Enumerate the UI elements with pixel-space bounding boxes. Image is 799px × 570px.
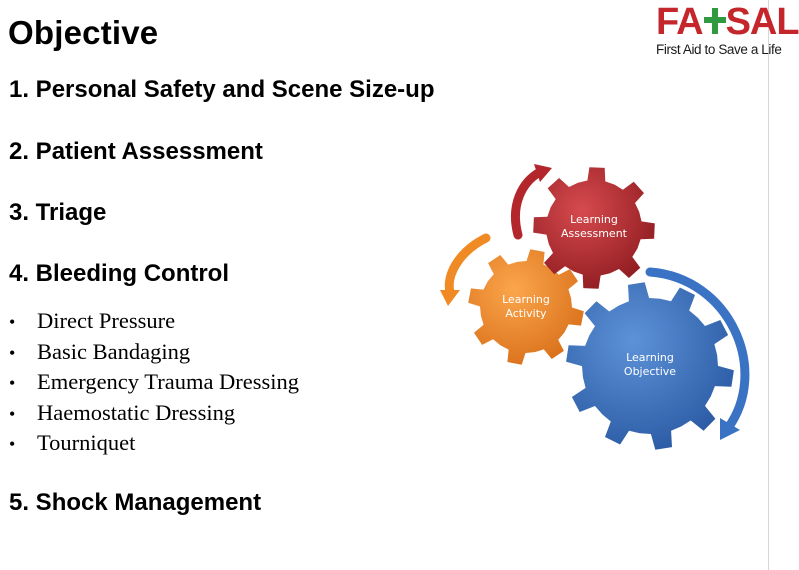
objective-label-line2: Objective [623,365,677,378]
bullet-icon: • [9,312,16,332]
logo-brand-right: SAL [725,1,799,43]
bullet-icon: • [9,403,16,424]
list-item [9,337,299,368]
learning-cycle-diagram [430,160,770,460]
assessment-label-line2: Assessment [561,227,627,240]
logo-brand [656,0,799,44]
list-item [9,428,299,459]
objective-item-4: 4. Bleeding Control [9,260,230,287]
list-item [9,398,299,429]
list-item-label: Haemostatic Dressing [37,399,236,425]
assessment-label-line1: Learning [570,213,618,226]
list-item [9,367,299,398]
green-cross-icon [704,8,726,34]
activity-label-line1: Learning [502,293,550,306]
slide-title: Objective [8,14,159,51]
objective-label-line1: Learning [626,351,674,364]
activity-label-line2: Activity [505,307,547,320]
logo-brand-left: FA [656,1,703,43]
bullet-icon: • [9,342,16,363]
objective-item-3: 3. Triage [9,199,107,226]
objective-item-5: 5. Shock Management [9,489,262,516]
list-item [9,306,299,337]
fatsal-logo [655,0,799,62]
list-item-label: Emergency Trauma Dressing [37,369,300,394]
cycle-arrow-orange [449,238,486,292]
list-item-label: Tourniquet [37,430,136,455]
list-item-label: Direct Pressure [37,308,176,333]
list-item-label: Basic Bandaging [37,338,191,364]
bullet-icon: • [9,373,16,393]
objective-item-1: 1. Personal Safety and Scene Size-up [9,76,435,103]
bullet-icon: • [9,434,16,454]
bleeding-control-list [9,306,299,459]
objective-item-2: 2. Patient Assessment [9,138,263,165]
cycle-arrowhead-orange [440,290,460,306]
logo-tagline: First Aid to Save a Life [656,42,782,57]
